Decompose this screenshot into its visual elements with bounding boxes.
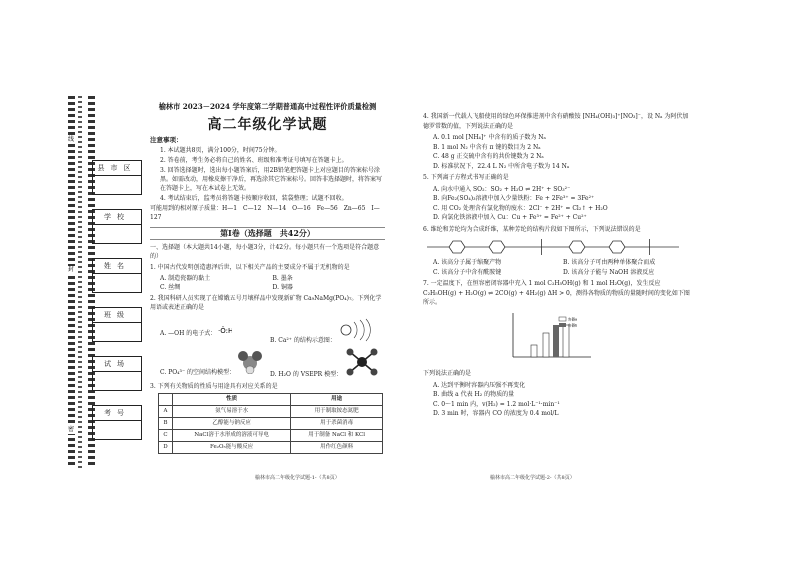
notice-heading: 注意事项： [150,136,183,144]
option: D. 标准状况下，22.4 L N₂ 中所含电子数为 14 Nₐ [433,162,570,170]
property-use-table [158,393,383,454]
option: B. 该高分子可由两种单体聚合而成 [563,259,656,266]
info-box[interactable]: 考号 [92,405,142,440]
table-row: A 氨气易溶于水 用于制取铵态氮肥 [159,406,383,418]
page-footer: 榆林市高二年级化学试题-2-（共8页） [490,475,575,481]
notice-item: 2. 答卷前，考生务必将自己的姓名、班级和准考证号填写在答题卡上。 [160,157,348,164]
polymer-structure-diagram [423,238,693,256]
left-page [150,100,385,454]
table-row: C NaCl溶于水形成的溶液可导电 用于制备 NaCl 和 KCl [159,430,383,442]
atomic-mass-line: 可能用到的相对原子质量：H—1 C—12 N—14 O—16 Fe—56 Zn—65 I—127 [150,205,380,221]
svg-text:容器b: 容器b [568,323,578,327]
info-box[interactable]: 县市区 [92,160,142,195]
exam-school-title: 榆林市 2023－2024 学年度第二学期普通高中过程性评价质量检测 [158,102,377,111]
question-4-options [433,133,693,171]
notice-item: 3. 回答选择题时，选出每小题答案后，用2B铅笔把答题卡上对应题目的答案标号涂黑。如需改动，用橡皮擦干净后，再选涂其它答案标号。回答非选择题时，将答案写在答题卡上，写在本试卷上无效。 [160,167,383,192]
amount-time-chart [503,311,693,367]
option: A. —OH 的电子式： ·Ö:H [160,326,233,337]
ion-structure-diagram-icon [338,318,378,342]
question-7-options [433,381,693,419]
question-3: 3. 下列有关物质的性质与用途具有对应关系的是 [150,383,278,390]
question-2-options-row [160,350,385,376]
strip-mark: 线 [67,136,74,143]
section-heading: 第Ⅰ卷（选择题 共42分） [150,227,385,240]
option: C. 用 CO₂ 处理含有氯化物的废水：2Cl⁻ + 2H⁺ = Cl₂↑ + H₂O [433,204,608,212]
info-box[interactable]: 班级 [92,307,142,342]
option: C. 丝绸 [160,284,181,291]
option: B. 墨条 [272,275,293,282]
option: A. 制造瓷器的黏土 [160,275,211,282]
question-6: 6. 维纶和芳纶均为合成纤维，某种芳纶的结构片段如下图所示，下列说法错误的是 [423,225,641,233]
question-7: 7. 一定温度下，在恒容密闭容器中充入 1 mol C₂H₅OH(g) 和 1 mol H₂O(g)，发生反应 C₂H₅OH(g) + H₂O(g) ⇌ 2CO(g) + 4H₂(g) ΔH > 0，测得各物质的物质的量随时间的变化如下图所示。 [423,280,690,306]
option: B. Ca²⁺ 的结构示意图： [270,318,378,345]
info-box[interactable]: 姓名 [92,258,142,293]
page-footer: 榆林市高二年级化学试题-1-（共8页） [255,475,340,481]
vsepr-model-icon [344,348,380,376]
question-2: 2. 我国科研人员实现了在嫦娥五号月壤样品中发现新矿物 Ca₉NaMg(PO₄)₇。下列化学用语或表述正确的是 [150,295,382,311]
option: D. H₂O 的 VSEPR 模型： [270,348,380,379]
question-5: 5. 下列离子方程式书写正确的是 [423,174,509,181]
section-instruction: 一、选择题（本大题共14小题，每小题3分，计42分。每小题只有一个选项是符合题意的） [150,244,380,260]
option: A. 达到平衡时容器内压强不再变化 [433,381,526,389]
option: C. PO₄³⁻ 的空间结构模型： [160,350,270,377]
option: A. 该高分子属于缩聚产物 [433,259,502,266]
table-header-row: 性质 用途 [159,394,383,406]
option: C. 0～1 min 内，v(H₂) = 1.2 mol·L⁻¹·min⁻¹ [433,400,560,408]
svg-text:·Ö:H: ·Ö:H [218,326,233,335]
option: A. 向水中通入 SO₂：SO₂ + H₂O ⇌ 2H⁺ + SO₃²⁻ [433,185,571,193]
candidate-info-column [92,160,144,454]
perforation-rail-inner [78,96,82,468]
strip-mark: 封 [67,266,74,273]
question-1-options [160,274,385,292]
option: B. 曲线 a 代表 H₂ 的物质的量 [433,391,515,398]
notice-item: 4. 考试结束后，监考员将答题卡按顺序收回，装袋整理；试题不回收。 [160,195,348,202]
info-box[interactable]: 试场 [92,356,142,391]
tetrahedral-model-icon [237,350,263,374]
right-page [423,110,693,419]
option: B. 1 mol N₂ 中含有 π 键的数目为 2 Nₐ [433,143,541,151]
notice-item: 1. 本试题共8页，满分100分，时间75分钟。 [160,147,281,154]
option: D. 铜器 [272,284,293,291]
perforation-rail [68,96,75,468]
option: C. 48 g 正交硫中含有的共价键数为 2 Nₐ [433,153,544,160]
option: A. 0.1 mol [NH₄]⁺ 中含有的质子数为 Nₐ [433,134,546,141]
info-box[interactable]: 学校 [92,209,142,244]
svg-text:容器a: 容器a [568,317,578,321]
strip-mark: 密 [67,426,74,433]
bar-chart-figure [503,311,593,363]
option: D. 3 min 时，容器内 CO 的浓度为 0.4 mol/L [433,410,559,417]
table-row: B 乙醇能与钠反应 用于杀菌消毒 [159,418,383,430]
table-row: D Fe₂O₃能与酸反应 用作红色颜料 [159,442,383,454]
electron-formula-icon [218,325,232,335]
question-2-options-row [160,318,385,344]
question-4: 4. 我国新一代载人飞船使用的绿色环保推进剂中含有硝酸铵 [NH₄(OH)₃]⁺[NO₃]⁻，设 Nₐ 为阿伏加德罗常数的值，下列说法正确的是 [423,113,689,130]
question-7-prompt: 下列说法正确的是 [423,370,472,377]
question-6-options [433,258,693,277]
option: D. 向氯化铁溶液中加入 Cu：Cu + Fe³⁺ = Fe²⁺ + Cu²⁺ [433,214,587,221]
question-1: 1. 中国古代发明创造惠泽后世，以下相关产品的主要成分不属于无机物的是 [150,264,350,271]
option: B. 向Fe₂(SO₄)₃溶液中加入少量铁粉：Fe + 2Fe³⁺ = 3Fe²⁺ [433,195,595,202]
polymer-chain-icon [423,238,683,256]
option: C. 该高分子中含有酰胺键 [433,268,502,276]
question-5-options [433,185,693,223]
exam-title: 高二年级化学试题 [207,117,328,133]
option: D. 该高分子能与 NaOH 溶液反应 [563,268,655,276]
